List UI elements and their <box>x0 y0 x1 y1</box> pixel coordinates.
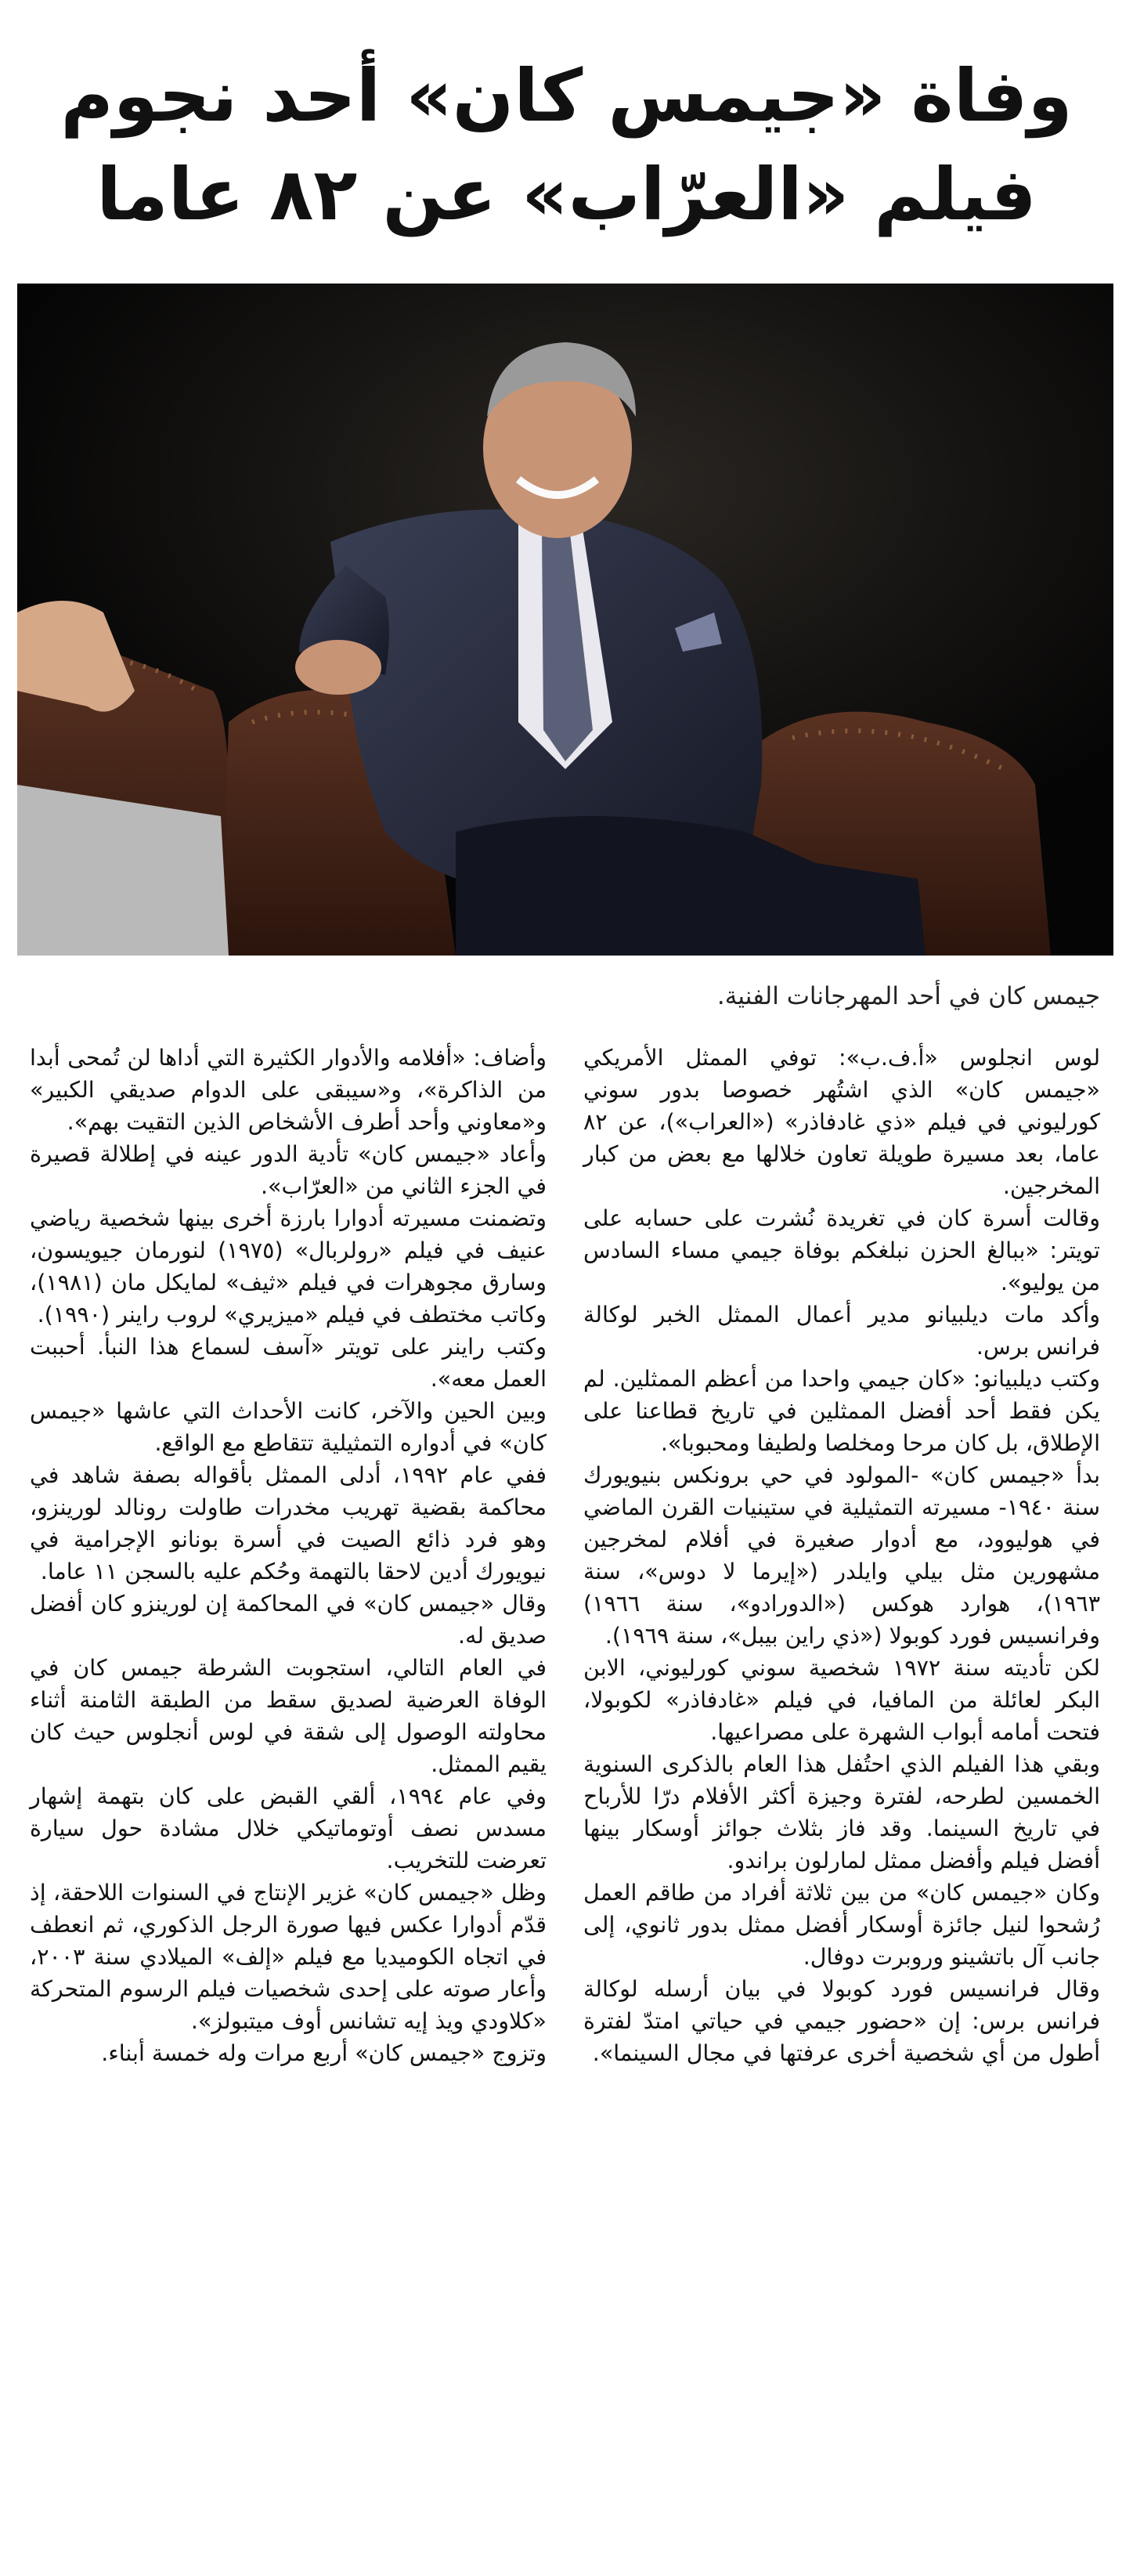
paragraph: وكتب ديلبيانو: «كان جيمي واحدا من أعظم الممثلين. لم يكن فقط أحد أفضل الممثلين في تاريخ قطاعنا على الإطلاق، بل كان مرحا ومخلصا ولطيفا ومحبوبا». <box>583 1366 1100 1456</box>
paragraph: وأضاف: «أفلامه والأدوار الكثيرة التي أداها لن تُمحى أبدا من الذاكرة»، و«سيبقى على الدوام صديقي الكبير» و«معاوني وأحد أطرف الأشخاص الذين التقيت بهم». <box>30 1045 547 1135</box>
paragraph: وتضمنت مسيرته أدوارا بارزة أخرى بينها شخصية رياضي عنيف في فيلم «رولربال» (١٩٧٥) لنورمان جيويسون، وسارق مجوهرات في فيلم «ثيف» لمايكل مان (١٩٨١)، وكاتب مختطف في فيلم «ميزيري» لروب راينر (١٩٩٠). <box>30 1205 547 1328</box>
headline-line-1: وفاة «جيمس كان» أحد نجوم <box>60 54 1073 138</box>
paragraph: وكان «جيمس كان» من بين ثلاثة أفراد من طاقم العمل رُشحوا لنيل جائزة أوسكار أفضل ممثل بدور ثانوي، إلى جانب آل باتشينو وروبرت دوفال. <box>583 1880 1100 1970</box>
article-column-left <box>30 1042 547 2069</box>
paragraph: وفي عام ١٩٩٤، ألقي القبض على كان بتهمة إشهار مسدس نصف أوتوماتيكي خلال مشادة حول سيارة تعرضت للتخريب. <box>30 1783 547 1873</box>
paragraph: وكتب راينر على تويتر «آسف لسماع هذا النبأ. أحببت العمل معه». <box>30 1334 547 1392</box>
paragraph: وقالت أسرة كان في تغريدة نُشرت على حسابه على تويتر: «ببالغ الحزن نبلغكم بوفاة جيمي مساء السادس من يوليو». <box>583 1205 1100 1295</box>
paragraph: وبقي هذا الفيلم الذي احتُفل هذا العام بالذكرى السنوية الخمسين لطرحه، لفترة وجيزة أكثر الأفلام درّا للأرباح في تاريخ السينما. وقد فاز بثلاث جوائز أوسكار بينها أفضل فيلم وأفضل ممثل لمارلون براندو. <box>583 1751 1100 1873</box>
photo-caption: جيمس كان في أحد المهرجانات الفنية. <box>716 982 1100 1010</box>
paragraph: بدأ «جيمس كان» -المولود في حي برونكس بنيويورك سنة ١٩٤٠- مسيرته التمثيلية في ستينيات القرن الماضي في هوليوود، مع أدوار صغيرة في أفلام لمخرجين مشهورين مثل بيلي وايلدر («إيرما لا دوس»، سنة ١٩٦٣)، هوارد هوكس («الدورادو»، سنة ١٩٦٦) وفرانسيس فورد كوبولا («ذي راين بيبل»، سنة ١٩٦٩). <box>583 1462 1100 1649</box>
article-photo <box>17 284 1113 956</box>
article-column-right <box>583 1042 1100 2069</box>
paragraph: وظل «جيمس كان» غزير الإنتاج في السنوات اللاحقة، إذ قدّم أدوارا عكس فيها صورة الرجل الذكوري، ثم انعطف في اتجاه الكوميديا مع فيلم «إلف» الميلادي سنة ٢٠٠٣، وأعار صوته على إحدى شخصيات فيلم الرسوم المتحركة «كلاودي ويذ إيه تشانس أوف ميتبولز». <box>30 1880 547 2034</box>
headline <box>31 47 1102 244</box>
paragraph: وأكد مات ديلبيانو مدير أعمال الممثل الخبر لوكالة فرانس برس. <box>583 1302 1100 1360</box>
paragraph: في العام التالي، استجوبت الشرطة جيمس كان في الوفاة العرضية لصديق سقط من الطبقة الثامنة أثناء محاولته الوصول إلى شقة في لوس أنجلوس حيث كان يقيم الممثل. <box>30 1655 547 1777</box>
paragraph: وتزوج «جيمس كان» أربع مرات وله خمسة أبناء. <box>101 2040 547 2066</box>
paragraph: ففي عام ١٩٩٢، أدلى الممثل بأقواله بصفة شاهد في محاكمة بقضية تهريب مخدرات طاولت رونالد لورينزو، وهو فرد ذائع الصيت في أسرة بونانو الإجرامية في نيويورك أدين لاحقا بالتهمة وحُكم عليه بالسجن ١١ عاما. <box>30 1462 547 1584</box>
paragraph: وبين الحين والآخر، كانت الأحداث التي عاشها «جيمس كان» في أدواره التمثيلية تتقاطع مع الواقع. <box>30 1398 547 1456</box>
paragraph: وقال فرانسيس فورد كوبولا في بيان أرسله لوكالة فرانس برس: إن «حضور جيمي في حياتي امتدّ لفترة أطول من أي شخصية أخرى عرفتها في مجال السينما». <box>583 1976 1100 2066</box>
paragraph: لكن تأديته سنة ١٩٧٢ شخصية سوني كورليوني، الابن البكر لعائلة من المافيا، في فيلم «غادفاذر» لكوبولا، فتحت أمامه أبواب الشهرة على مصراعيها. <box>583 1655 1100 1745</box>
paragraph: وقال «جيمس كان» في المحاكمة إن لورينزو كان أفضل صديق له. <box>30 1591 547 1649</box>
paragraph: وأعاد «جيمس كان» تأدية الدور عينه في إطلالة قصيرة في الجزء الثاني من «العرّاب». <box>30 1141 547 1199</box>
headline-line-2: فيلم «العرّاب» عن ٨٢ عاما <box>96 153 1037 237</box>
photo-illustration <box>17 284 1113 956</box>
paragraph: لوس انجلوس «أ.ف.ب»: توفي الممثل الأمريكي «جيمس كان» الذي اشتُهر خصوصا بدور سوني كورليوني في فيلم «ذي غادفاذر» («العراب»)، عن ٨٢ عاما، بعد مسيرة طويلة تعاون خلالها مع بعض من كبار المخرجين. <box>583 1045 1100 1199</box>
